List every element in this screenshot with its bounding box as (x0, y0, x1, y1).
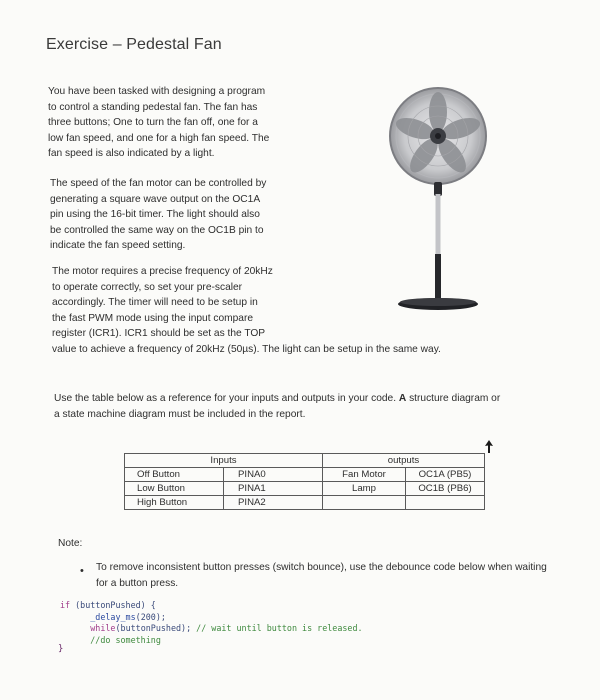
note-label: Note: (58, 538, 83, 549)
text-line: a state machine diagram must be included in the report. (54, 408, 306, 420)
mouse-cursor-icon (484, 440, 494, 454)
text-line: to operate correctly, so set your pre-scaler (52, 281, 243, 293)
table-cell: OC1B (PB6) (406, 482, 485, 496)
debounce-bullet-text: To remove inconsistent button presses (switch bounce), use the debounce code below when waiting for a button press. (96, 562, 547, 589)
table-row (125, 468, 485, 482)
text-fragment: Use the table below as a reference for your inputs and outputs in your code. (54, 393, 399, 404)
outputs-header: outputs (323, 454, 485, 468)
table-header-row (125, 454, 485, 468)
debounce-code-block (60, 600, 363, 646)
io-table (124, 453, 485, 510)
code-closing-brace: } (58, 644, 64, 654)
code-text: (buttonPushed); (115, 623, 192, 633)
text-line: be controlled the same way on the OC1B pin to (50, 224, 264, 236)
table-cell: OC1A (PB5) (406, 468, 485, 482)
code-text: (buttonPushed) { (70, 600, 156, 610)
bullet-point-icon: • (80, 565, 84, 577)
text-line: the fast PWM mode using the input compare (52, 312, 254, 324)
table-cell: Off Button (125, 468, 224, 482)
text-line: fan speed is also indicated by a light. (48, 148, 215, 159)
table-cell (406, 496, 485, 510)
text-fragment: structure diagram or (406, 393, 501, 404)
text-line: three buttons; One to turn the fan off, one for a (48, 117, 258, 128)
page-title: Exercise – Pedestal Fan (46, 36, 222, 53)
text-line: low fan speed, and one for a high fan speed. The (48, 132, 270, 144)
speed-control-paragraph (50, 176, 310, 254)
table-cell: Lamp (323, 482, 406, 496)
table-cell: High Button (125, 496, 224, 510)
pedestal-fan-image (378, 76, 498, 316)
text-line: You have been tasked with designing a program (48, 86, 266, 97)
reference-paragraph (54, 391, 554, 422)
text-line: indicate the fan speed setting. (50, 240, 186, 251)
text-line: generating a square wave output on the OC1A (50, 193, 261, 205)
inputs-header: Inputs (125, 454, 323, 468)
intro-paragraph (48, 84, 308, 162)
text-line (54, 391, 554, 407)
code-keyword: if (60, 600, 71, 610)
text-line: register (ICR1). ICR1 should be set as the TOP (52, 328, 266, 339)
table-cell (323, 496, 406, 510)
text-line: value to achieve a frequency of 20kHz (50µs). The light can be setup in the same way. (52, 343, 441, 355)
text-line: The motor requires a precise frequency of 20kHz (52, 266, 273, 277)
table-cell: PINA2 (224, 496, 323, 510)
table-row (125, 482, 485, 496)
bold-letter: A (398, 393, 407, 404)
text-line: The speed of the fan motor can be controlled by (50, 178, 267, 189)
code-comment: //do something (90, 634, 161, 645)
code-comment: // wait until button is released. (191, 623, 363, 633)
table-cell: PINA0 (224, 468, 323, 482)
text-line: pin using the 16-bit timer. The light should also (50, 209, 260, 220)
table-cell: PINA1 (224, 482, 323, 496)
table-row (125, 496, 485, 510)
table-cell: Low Button (125, 482, 224, 496)
text-line: accordingly. The timer will need to be setup in (52, 297, 258, 308)
code-keyword: while (90, 623, 116, 633)
code-function: _delay_ms (90, 611, 136, 622)
table-cell: Fan Motor (323, 468, 406, 482)
code-text: (200); (135, 611, 166, 622)
text-line: to control a standing pedestal fan. The fan has (48, 101, 258, 113)
